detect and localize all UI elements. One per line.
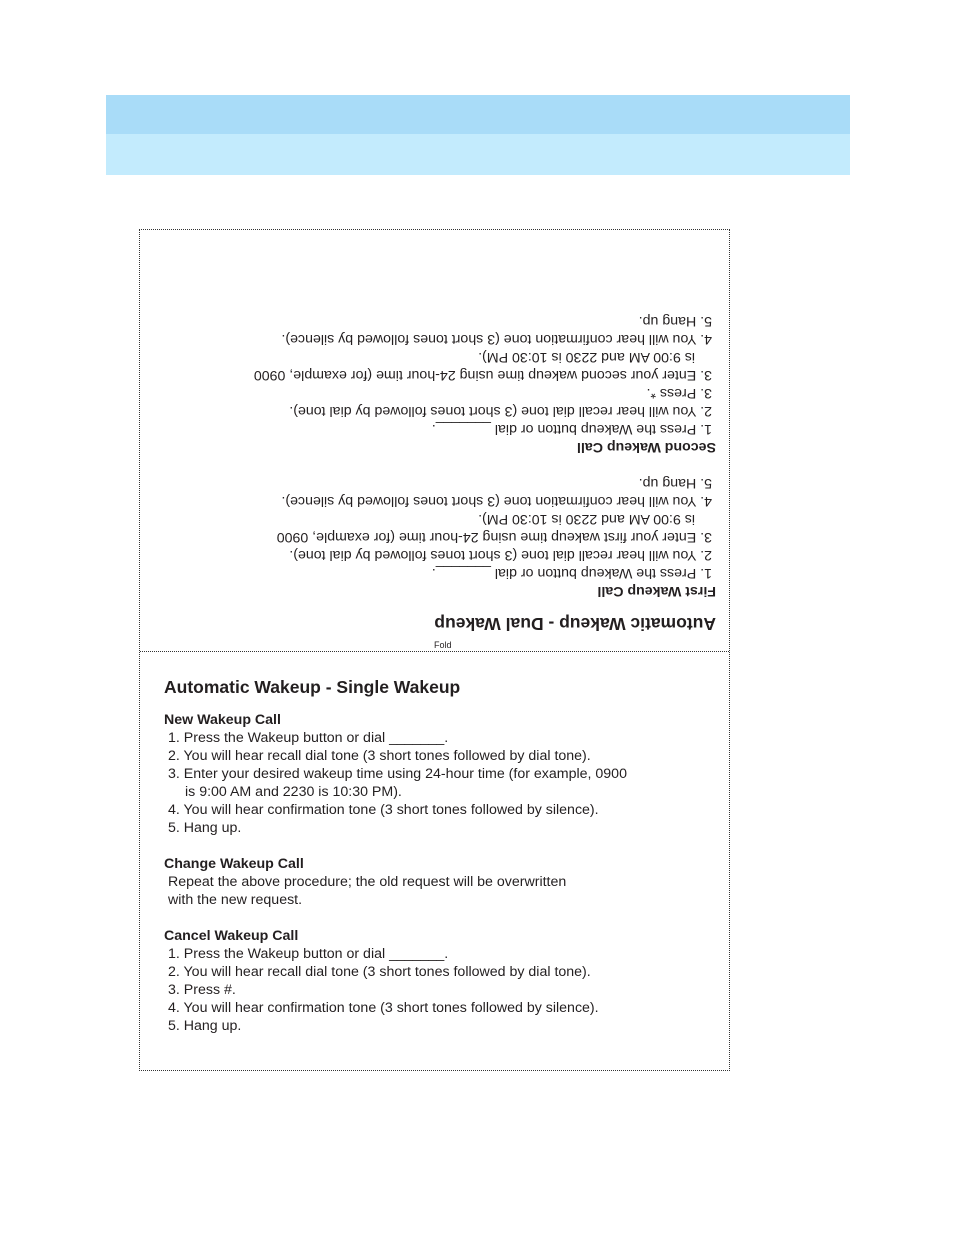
second-wakeup-step: 3. Press *. (646, 385, 712, 401)
header-band-top (106, 95, 850, 134)
cancel-wakeup-step: 4. You will hear confirmation tone (3 short tones followed by silence). (168, 1000, 599, 1016)
change-wakeup-text: with the new request. (168, 892, 303, 908)
cancel-wakeup-heading: Cancel Wakeup Call (164, 928, 299, 944)
new-wakeup-heading: New Wakeup Call (164, 712, 281, 728)
second-wakeup-step: 2. You will hear recall dial tone (3 short tones followed by dial tone). (289, 403, 712, 419)
single-wakeup-panel (164, 676, 724, 1035)
wakeup-instruction-card (139, 229, 730, 1071)
first-wakeup-step: 1. Press the Wakeup button or dial _______. (431, 565, 712, 581)
new-wakeup-step: 4. You will hear confirmation tone (3 short tones followed by silence). (168, 802, 599, 818)
spacer (156, 456, 716, 474)
new-wakeup-step: is 9:00 AM and 2230 is 10:30 PM). (185, 784, 402, 800)
cancel-wakeup-step: 5. Hang up. (168, 1018, 242, 1034)
second-wakeup-step: 4. You will hear confirmation tone (3 short tones followed by silence). (281, 331, 712, 347)
single-wakeup-title: Automatic Wakeup - Single Wakeup (164, 677, 461, 697)
first-wakeup-step: 4. You will hear confirmation tone (3 short tones followed by silence). (281, 493, 712, 509)
new-wakeup-step: 5. Hang up. (168, 820, 242, 836)
cancel-wakeup-step: 2. You will hear recall dial tone (3 short tones followed by dial tone). (168, 964, 591, 980)
spacer (164, 837, 724, 855)
spacer (164, 909, 724, 927)
dual-wakeup-panel (156, 275, 716, 635)
dual-wakeup-title: Automatic Wakeup - Dual Wakeup (434, 614, 716, 634)
fold-line (140, 651, 729, 652)
second-wakeup-step: 1. Press the Wakeup button or dial _______. (431, 421, 712, 437)
header-band-bottom (106, 134, 850, 175)
first-wakeup-step: 3. Enter your first wakeup time using 24-hour time (for example, 0900 (276, 529, 712, 545)
new-wakeup-step: 3. Enter your desired wakeup time using 24-hour time (for example, 0900 (168, 766, 627, 782)
second-wakeup-step: 5. Hang up. (638, 313, 712, 329)
second-wakeup-step: 3. Enter your second wakeup time using 24-hour time (for example, 0900 (253, 367, 712, 383)
first-wakeup-step: 5. Hang up. (638, 475, 712, 491)
second-wakeup-step: is 9:00 AM and 2230 is 10:30 PM). (478, 349, 695, 365)
new-wakeup-step: 2. You will hear recall dial tone (3 short tones followed by dial tone). (168, 748, 591, 764)
first-wakeup-step: 2. You will hear recall dial tone (3 short tones followed by dial tone). (289, 547, 712, 563)
change-wakeup-text: Repeat the above procedure; the old request will be overwritten (168, 874, 567, 890)
change-wakeup-heading: Change Wakeup Call (164, 856, 304, 872)
second-wakeup-heading: Second Wakeup Call (576, 439, 716, 455)
first-wakeup-heading: First Wakeup Call (597, 583, 716, 599)
first-wakeup-step: is 9:00 AM and 2230 is 10:30 PM). (478, 511, 695, 527)
new-wakeup-step: 1. Press the Wakeup button or dial _______. (168, 730, 449, 746)
cancel-wakeup-step: 3. Press #. (168, 982, 236, 998)
fold-label: Fold (434, 640, 452, 650)
cancel-wakeup-step: 1. Press the Wakeup button or dial _______. (168, 946, 449, 962)
